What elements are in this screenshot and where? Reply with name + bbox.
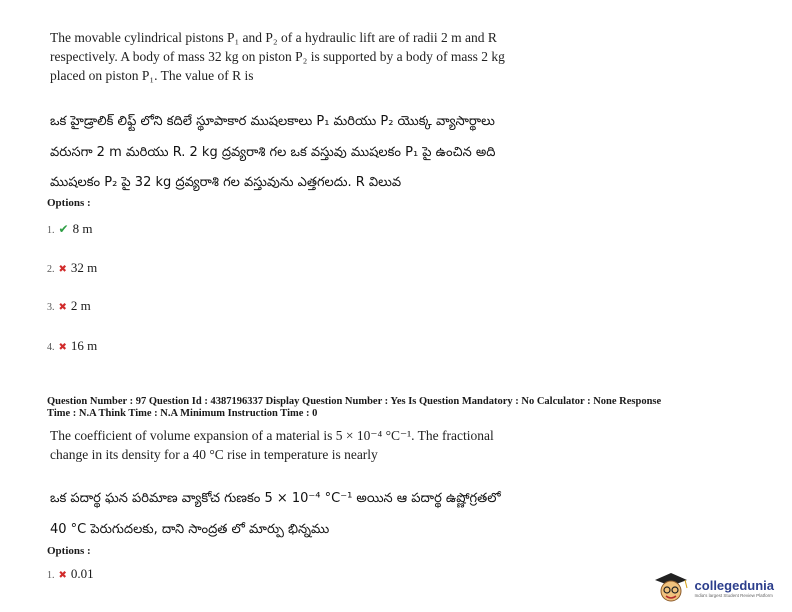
graduate-mascot-icon [651, 570, 691, 606]
collegedunia-logo [651, 570, 774, 606]
telugu-line: ఒక హైడ్రాలిక్ లిఫ్ట్ లోని కదిలే స్థూపాకార ముషలకాలు P₁ మరియు P₂ యొక్క వ్యాసార్థాలు [50, 114, 495, 129]
option-number: 4. [47, 342, 55, 353]
option-value: 32 m [70, 260, 98, 275]
option-4[interactable] [47, 337, 97, 355]
option-number: 3. [47, 302, 55, 313]
cross-icon: ✖ [58, 342, 67, 353]
question-line: respectively. A body of mass 32 kg on piston P₂ is supported by a body of mass 2 kg [50, 49, 505, 64]
question-text [50, 426, 494, 464]
question-meta [47, 396, 767, 420]
meta-line: Time : N.A Think Time : N.A Minimum Instruction Time : 0 [47, 408, 318, 419]
option-value: 2 m [70, 298, 91, 313]
telugu-line: వరుసగా 2 m మరియు R. 2 kg ద్రవ్యరాశి గల ఒక వస్తువు ముషలకం P₁ పై ఉంచిన అది [50, 145, 496, 160]
option-number: 1. [47, 225, 55, 236]
telugu-line: ముషలకం P₂ పై 32 kg ద్రవ్యరాశి గల వస్తువును ఎత్తగలదు. R విలువ [50, 175, 402, 190]
logo-name: collegedunia [694, 578, 774, 593]
telugu-line: ఒక పదార్థ ఘన పరిమాణ వ్యాకోచ గుణకం 5 × 10⁻⁴ °C⁻¹ అయిన ఆ పదార్థ ఉష్ణోగ్రతలో [50, 491, 501, 506]
question-line: The movable cylindrical pistons P₁ and P₂ of a hydraulic lift are of radii 2 m and R [50, 30, 497, 45]
option-3[interactable] [47, 297, 91, 315]
options-heading: Options : [47, 545, 91, 557]
question-line: placed on piston P₁. The value of R is [50, 68, 254, 83]
option-number: 1. [47, 570, 55, 581]
cross-icon: ✖ [58, 302, 67, 313]
option-value: 16 m [70, 338, 98, 353]
option-1[interactable] [47, 565, 94, 583]
option-2[interactable] [47, 259, 97, 277]
option-1[interactable] [47, 220, 92, 238]
check-icon: ✔ [58, 222, 69, 236]
cross-icon: ✖ [58, 264, 67, 275]
telugu-line: 40 °C పెరుగుదలకు, దాని సాంద్రత లో మార్పు భిన్నము [50, 522, 330, 537]
option-number: 2. [47, 264, 55, 275]
logo-tagline: India's largest Student Review Platform [694, 593, 773, 598]
option-value: 8 m [72, 221, 93, 236]
question-line: The coefficient of volume expansion of a material is 5 × 10⁻⁴ °C⁻¹. The fractional [50, 428, 494, 443]
question-text [50, 28, 505, 85]
cross-icon: ✖ [58, 570, 67, 581]
meta-line: Question Number : 97 Question Id : 4387196337 Display Question Number : Yes Is Question Mandatory : No Calculator : None Response [47, 396, 662, 407]
option-value: 0.01 [70, 566, 94, 581]
options-heading: Options : [47, 197, 91, 209]
question-line: change in its density for a 40 °C rise in temperature is nearly [50, 447, 378, 462]
